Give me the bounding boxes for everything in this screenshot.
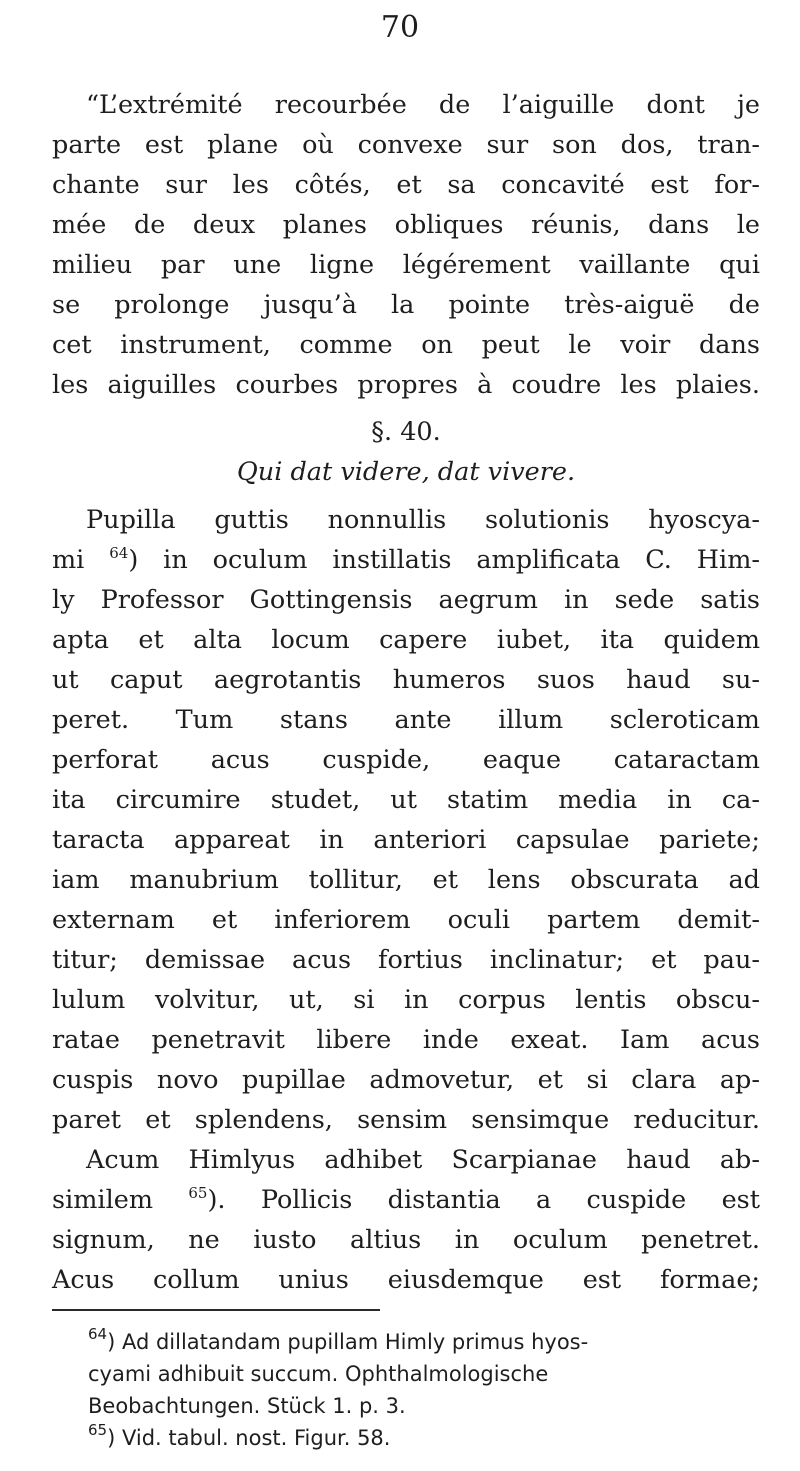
section-heading <box>52 412 760 492</box>
text-line: titur; demissae acus fortius inclinatur; et pau- <box>52 945 760 975</box>
latin-paragraph <box>52 500 760 1300</box>
footnote-rule <box>52 1309 380 1311</box>
section-number: §. 40. <box>371 417 441 447</box>
text-line: les aiguilles courbes propres à coudre les plaies. <box>52 370 760 400</box>
footnote-line: $^{65}$) Vid. tabul. nost. Figur. 58. <box>88 1421 391 1450</box>
page-number: 70 <box>380 10 420 45</box>
text-line: “L’extrémité recourbée de l’aiguille dont je <box>86 90 760 120</box>
text-line: cet instrument, comme on peut le voir dans <box>52 330 760 360</box>
text-line: taracta appareat in anteriori capsulae pariete; <box>52 825 760 855</box>
text-line: mi $^{64}$) in oculum instillatis amplificata C. Him- <box>52 544 760 575</box>
text-line: iam manubrium tollitur, et lens obscurata ad <box>52 865 760 895</box>
footnote-line: $^{64}$) Ad dillatandam pupillam Himly primus hyos- <box>88 1325 589 1354</box>
text-line: milieu par une ligne légérement vaillante qui <box>52 250 760 280</box>
footnote-marker: 64 <box>88 1325 108 1343</box>
text-line: similem $^{65}$). Pollicis distantia a cuspide est <box>52 1184 760 1215</box>
text-line: ita circumire studet, ut statim media in ca- <box>52 785 760 815</box>
footnotes <box>58 1326 758 1454</box>
text-line: lulum volvitur, ut, si in corpus lentis obscu- <box>52 985 760 1015</box>
text-line: paret et splendens, sensim sensimque reducitur. <box>52 1105 760 1135</box>
text-line: ut caput aegrotantis humeros suos haud su- <box>52 665 760 695</box>
text-line: externam et inferiorem oculi partem demit- <box>52 905 760 935</box>
text-line: Acum Himlyus adhibet Scarpianae haud ab- <box>86 1145 760 1175</box>
text-line: Acus collum unius eiusdemque est formae; <box>52 1265 760 1295</box>
french-quotation <box>52 85 760 405</box>
text-line: apta et alta locum capere iubet, ita quidem <box>52 625 760 655</box>
text-line: mée de deux planes obliques réunis, dans le <box>52 210 760 240</box>
text-line: perforat acus cuspide, eaque cataractam <box>52 745 760 775</box>
section-motto: Qui dat videre, dat vivere. <box>236 457 576 487</box>
footnote-reference: 65 <box>188 1184 208 1202</box>
text-line: ratae penetravit libere inde exeat. Iam acus <box>52 1025 760 1055</box>
text-line: chante sur les côtés, et sa concavité est for- <box>52 170 760 200</box>
text-line: ly Professor Gottingensis aegrum in sede satis <box>52 585 760 615</box>
text-line: peret. Tum stans ante illum scleroticam <box>52 705 760 735</box>
text-line: Pupilla guttis nonnullis solutionis hyoscya- <box>86 505 760 535</box>
footnote-line: cyami adhibuit succum. Ophthalmologische <box>88 1362 549 1386</box>
footnote-reference: 64 <box>109 544 129 562</box>
footnote-line: Beobachtungen. Stück 1. p. 3. <box>88 1394 406 1418</box>
text-line: parte est plane où convexe sur son dos, tran- <box>52 130 760 160</box>
text-line: signum, ne iusto altius in oculum penetret. <box>52 1225 760 1255</box>
text-line: se prolonge jusqu’à la pointe très-aiguë de <box>52 290 760 320</box>
footnote-marker: 65 <box>88 1421 108 1439</box>
text-line: cuspis novo pupillae admovetur, et si clara ap- <box>52 1065 760 1095</box>
